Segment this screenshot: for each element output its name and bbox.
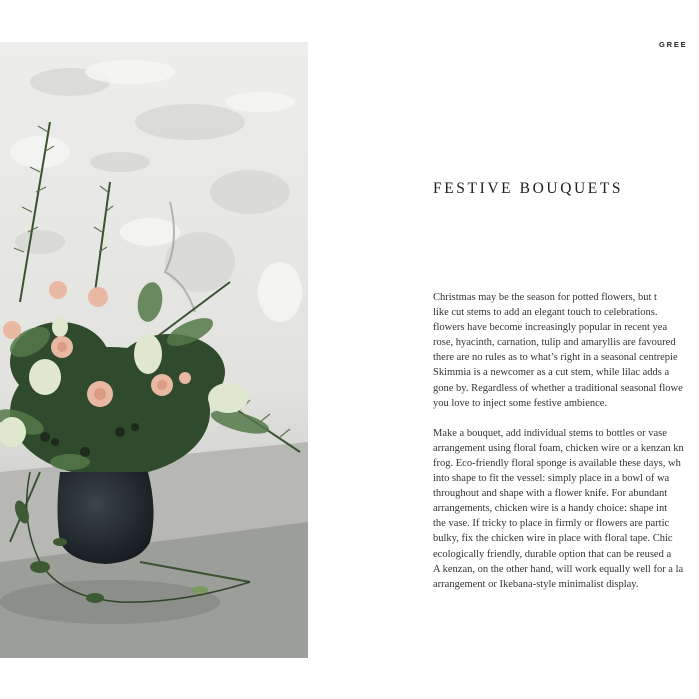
running-head: GREE [659, 40, 688, 49]
text-line: rose, hyacinth, carnation, tulip and amaryllis are favoured [433, 337, 676, 349]
text-line: the vase. If tricky to place in firmly or flowers are partic [433, 518, 670, 530]
text-line: arrangement using floral foam, chicken wire or a kenzan kn [433, 442, 684, 454]
text-line: Christmas may be the season for potted flowers, but t [433, 292, 657, 303]
text-line: gone by. Regardless of whether a traditional seasonal flowe [433, 382, 683, 394]
text-line: like cut stems to add an elegant touch to celebrations. [433, 307, 658, 319]
text-line: flowers have become increasingly popular in recent yea [433, 322, 668, 334]
article-body [433, 290, 699, 607]
text-line: A kenzan, on the other hand, will work equally well for a la [433, 563, 684, 575]
text-line: Skimmia is a newcomer as a cut stem, while lilac adds a [433, 367, 670, 379]
bouquet-photo [0, 42, 308, 658]
article-title: FESTIVE BOUQUETS [433, 180, 624, 197]
paragraph [433, 426, 699, 592]
flower-arrangement-photo-icon [0, 42, 308, 658]
text-line: Make a bouquet, add individual stems to bottles or vase [433, 427, 667, 439]
text-line: you love to inject some festive ambience. [433, 397, 608, 409]
text-line: arrangement or Ikebana-style minimalist display. [433, 578, 639, 590]
text-line: there are no rules as to what’s right in a seasonal centrepie [433, 352, 678, 364]
text-line: throughout and shape with a flower knife. For abundant [433, 488, 668, 500]
text-line: bulky, fix the chicken wire in place with floral tape. Chic [433, 533, 673, 545]
text-line: frog. Eco-friendly floral sponge is available these days, wh [433, 457, 681, 469]
paragraph [433, 290, 699, 411]
text-line: ecologically friendly, durable option that can be reused a [433, 548, 672, 560]
text-line: arrangements, chicken wire is a handy choice: shape int [433, 503, 668, 515]
text-line: into shape to fit the vessel: simply place in a bowl of wa [433, 473, 670, 485]
